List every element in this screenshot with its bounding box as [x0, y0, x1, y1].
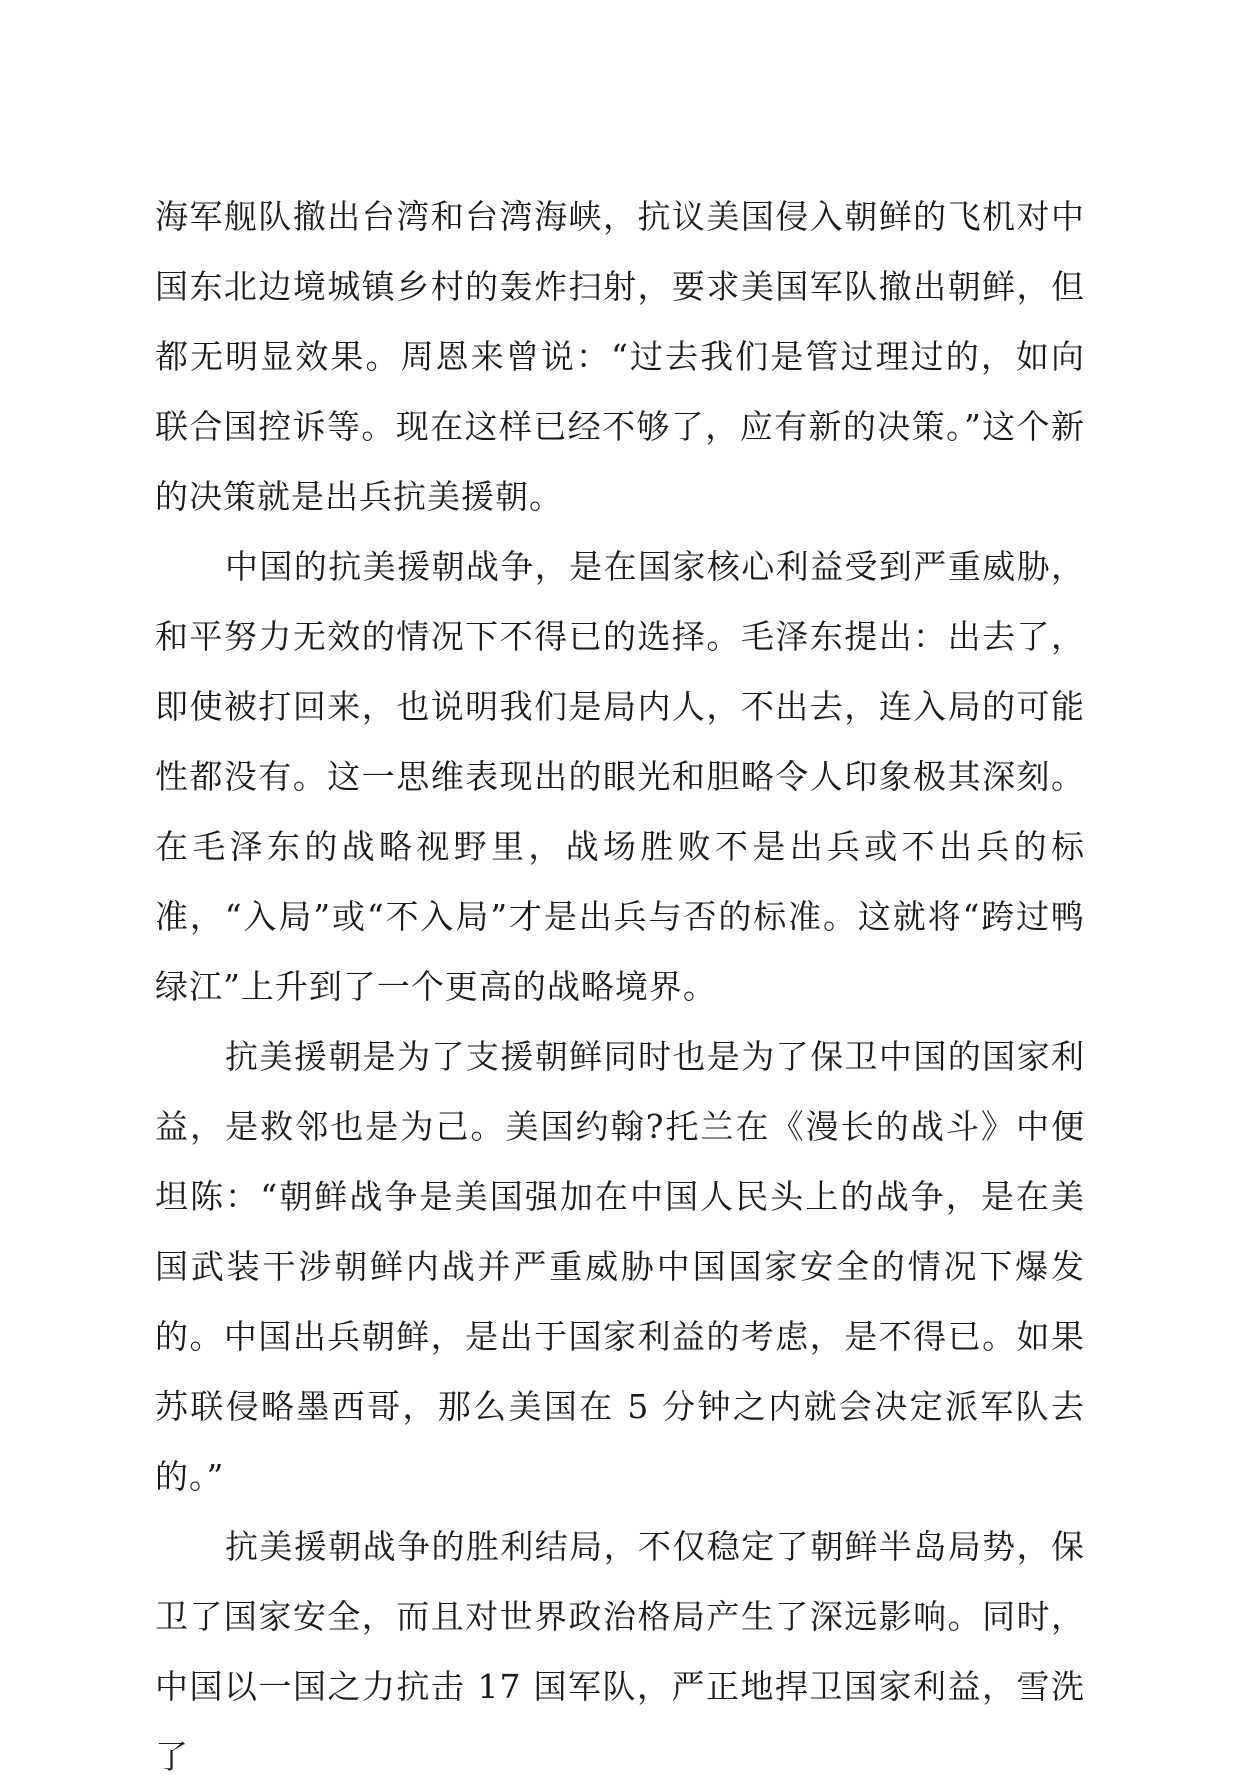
paragraph-4: 抗美援朝战争的胜利结局，不仅稳定了朝鲜半岛局势，保卫了国家安全，而且对世界政治格局产生了深远影响。同时，中国以一国之力抗击 17 国军队，严正地捍卫国家利益，雪洗了: [155, 1527, 1085, 1776]
paragraph-3: 抗美援朝是为了支援朝鲜同时也是为了保卫中国的国家利益，是救邻也是为己。美国约翰?托兰在《漫长的战斗》中便坦陈：“朝鲜战争是美国强加在中国人民头上的战争，是在美国武装干涉朝鲜内战并严重威胁中国国家安全的情况下爆发的。中国出兵朝鲜，是出于国家利益的考虑，是不得已。如果苏联侵略墨西哥，那么美国在 5 分钟之内就会决定派军队去的。”: [155, 1037, 1085, 1496]
paragraph-2: 中国的抗美援朝战争，是在国家核心利益受到严重威胁，和平努力无效的情况下不得已的选择。毛泽东提出：出去了，即使被打回来，也说明我们是局内人，不出去，连入局的可能性都没有。这一思维表现出的眼光和胆略令人印象极其深刻。在毛泽东的战略视野里，战场胜败不是出兵或不出兵的标准，“入局”或“不入局”才是出兵与否的标准。这就将“跨过鸭绿江”上升到了一个更高的战略境界。: [155, 547, 1085, 1006]
paragraph-1: 海军舰队撤出台湾和台湾海峡，抗议美国侵入朝鲜的飞机对中国东北边境城镇乡村的轰炸扫射，要求美国军队撤出朝鲜，但都无明显效果。周恩来曾说：“过去我们是管过理过的，如向联合国控诉等。现在这样已经不够了，应有新的决策。”这个新的决策就是出兵抗美援朝。: [155, 197, 1085, 516]
document-body: [155, 182, 1085, 1792]
